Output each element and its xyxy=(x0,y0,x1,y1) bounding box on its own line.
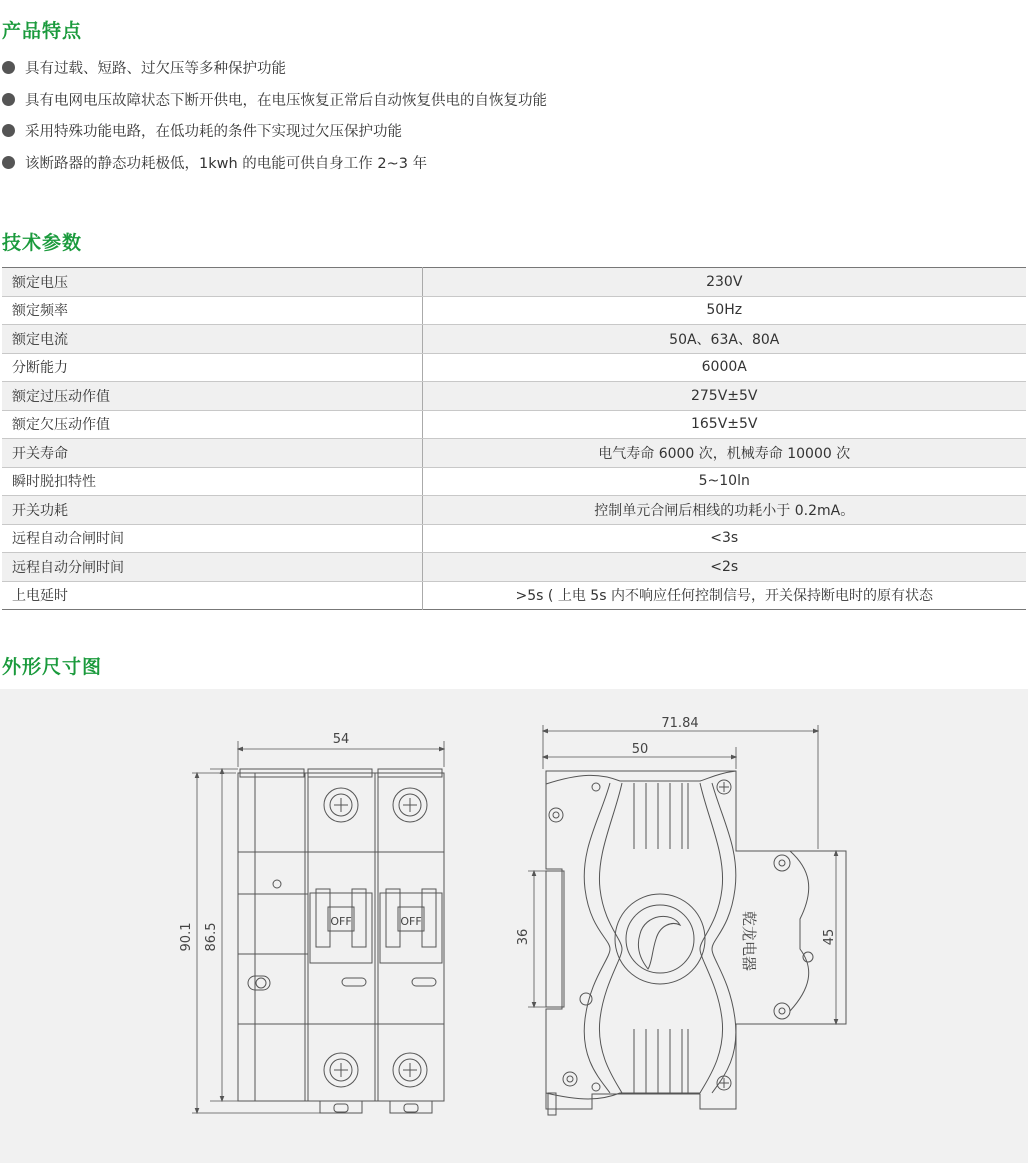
din-rail-clip xyxy=(546,871,564,1007)
spec-value: 5~10ln xyxy=(422,467,1026,496)
spec-value: 230V xyxy=(422,268,1026,297)
screw-icon xyxy=(563,1072,577,1086)
spec-value: >5s ( 上电 5s 内不响应任何控制信号，开关保持断电时的原有状态 xyxy=(515,588,933,605)
feature-text: 具有电网电压故障状态下断开供电，在电压恢复正常后自动恢复供电的自恢复功能 xyxy=(25,92,547,109)
breaker-handle xyxy=(380,893,442,963)
table-row xyxy=(2,296,1026,325)
spec-value: 50Hz xyxy=(422,296,1026,325)
table-row xyxy=(2,496,1026,525)
table-row xyxy=(2,581,1026,610)
feature-text: 具有过载、短路、过欠压等多种保护功能 xyxy=(25,61,286,78)
feature-item xyxy=(2,84,1022,116)
screw-icon xyxy=(592,783,600,791)
feature-item xyxy=(2,115,1022,147)
spec-value: <2s xyxy=(422,553,1026,582)
spec-label: 额定过压动作值 xyxy=(2,382,422,411)
side-body-outline xyxy=(546,771,846,1109)
spec-value: 6000A xyxy=(422,353,1026,382)
dimension-drawing xyxy=(0,689,1028,1163)
din-leg xyxy=(548,1093,556,1115)
side-outer-width-label: 71.84 xyxy=(661,716,699,731)
dimension-drawing-panel xyxy=(0,689,1028,1163)
bullet-icon xyxy=(2,124,15,137)
front-inner-height-label: 86.5 xyxy=(204,922,219,952)
spec-value: 50A、63A、80A xyxy=(422,325,1026,354)
latch xyxy=(790,851,809,1011)
spec-value: <3s xyxy=(422,524,1026,553)
feature-text: 该断路器的静态功耗极低，1kwh 的电能可供自身工作 2~3 年 xyxy=(25,155,428,172)
bullet-icon xyxy=(2,93,15,106)
screw-icon xyxy=(774,1003,790,1019)
side-inner-width-label: 50 xyxy=(631,742,649,757)
table-row xyxy=(2,353,1026,382)
feature-item xyxy=(2,52,1022,84)
indicator-light xyxy=(273,880,281,888)
table-row xyxy=(2,268,1026,297)
spec-label: 开关寿命 xyxy=(2,439,422,468)
spec-label: 额定电压 xyxy=(2,268,422,297)
spec-value: 275V±5V xyxy=(422,382,1026,411)
front-outer-height-label: 90.1 xyxy=(179,922,194,952)
table-row xyxy=(2,467,1026,496)
spec-value: 控制单元合闸后相线的功耗小于 0.2mA。 xyxy=(422,496,1026,525)
bullet-icon xyxy=(2,61,15,74)
side-view xyxy=(528,725,846,1115)
spec-label: 额定欠压动作值 xyxy=(2,410,422,439)
slot xyxy=(412,978,436,986)
spec-label: 额定电流 xyxy=(2,325,422,354)
side-right-height-label: 45 xyxy=(822,928,837,946)
feature-text: 采用特殊功能电路，在低功耗的条件下实现过欠压保护功能 xyxy=(25,124,402,141)
spec-table xyxy=(2,267,1026,610)
brand-logo-icon xyxy=(638,916,680,969)
features-list xyxy=(2,52,1022,178)
breaker-handle xyxy=(310,893,372,963)
dimensions-title: 外形尺寸图 xyxy=(2,656,103,678)
feature-item xyxy=(2,147,1022,179)
side-left-height-label: 36 xyxy=(516,928,531,946)
table-row xyxy=(2,325,1026,354)
front-width-label: 54 xyxy=(332,732,350,747)
rotary-knob xyxy=(615,894,705,984)
spec-label: 分断能力 xyxy=(2,353,422,382)
spec-label: 远程自动合闸时间 xyxy=(2,524,422,553)
off-label: OFF xyxy=(400,915,422,928)
din-clip xyxy=(320,1101,362,1113)
bullet-icon xyxy=(2,156,15,169)
spec-label: 瞬时脱扣特性 xyxy=(2,467,422,496)
spec-label: 上电延时 xyxy=(2,581,422,610)
slot xyxy=(342,978,366,986)
din-clip xyxy=(390,1101,432,1113)
table-row xyxy=(2,524,1026,553)
spec-value: 电气寿命 6000 次，机械寿命 10000 次 xyxy=(422,439,1026,468)
table-row xyxy=(2,382,1026,411)
spec-label: 远程自动分闸时间 xyxy=(2,553,422,582)
table-row xyxy=(2,553,1026,582)
table-row xyxy=(2,410,1026,439)
specs-title: 技术参数 xyxy=(2,232,83,254)
features-title: 产品特点 xyxy=(2,20,83,42)
screw-icon xyxy=(580,993,592,1005)
brand-text: 乾龙电器 xyxy=(740,910,758,972)
screw-icon xyxy=(774,855,790,871)
screw-icon xyxy=(592,1083,600,1091)
spec-label: 开关功耗 xyxy=(2,496,422,525)
off-label: OFF xyxy=(330,915,352,928)
spec-value: 165V±5V xyxy=(422,410,1026,439)
spec-label: 额定频率 xyxy=(2,296,422,325)
screw-icon xyxy=(549,808,563,822)
table-row xyxy=(2,439,1026,468)
